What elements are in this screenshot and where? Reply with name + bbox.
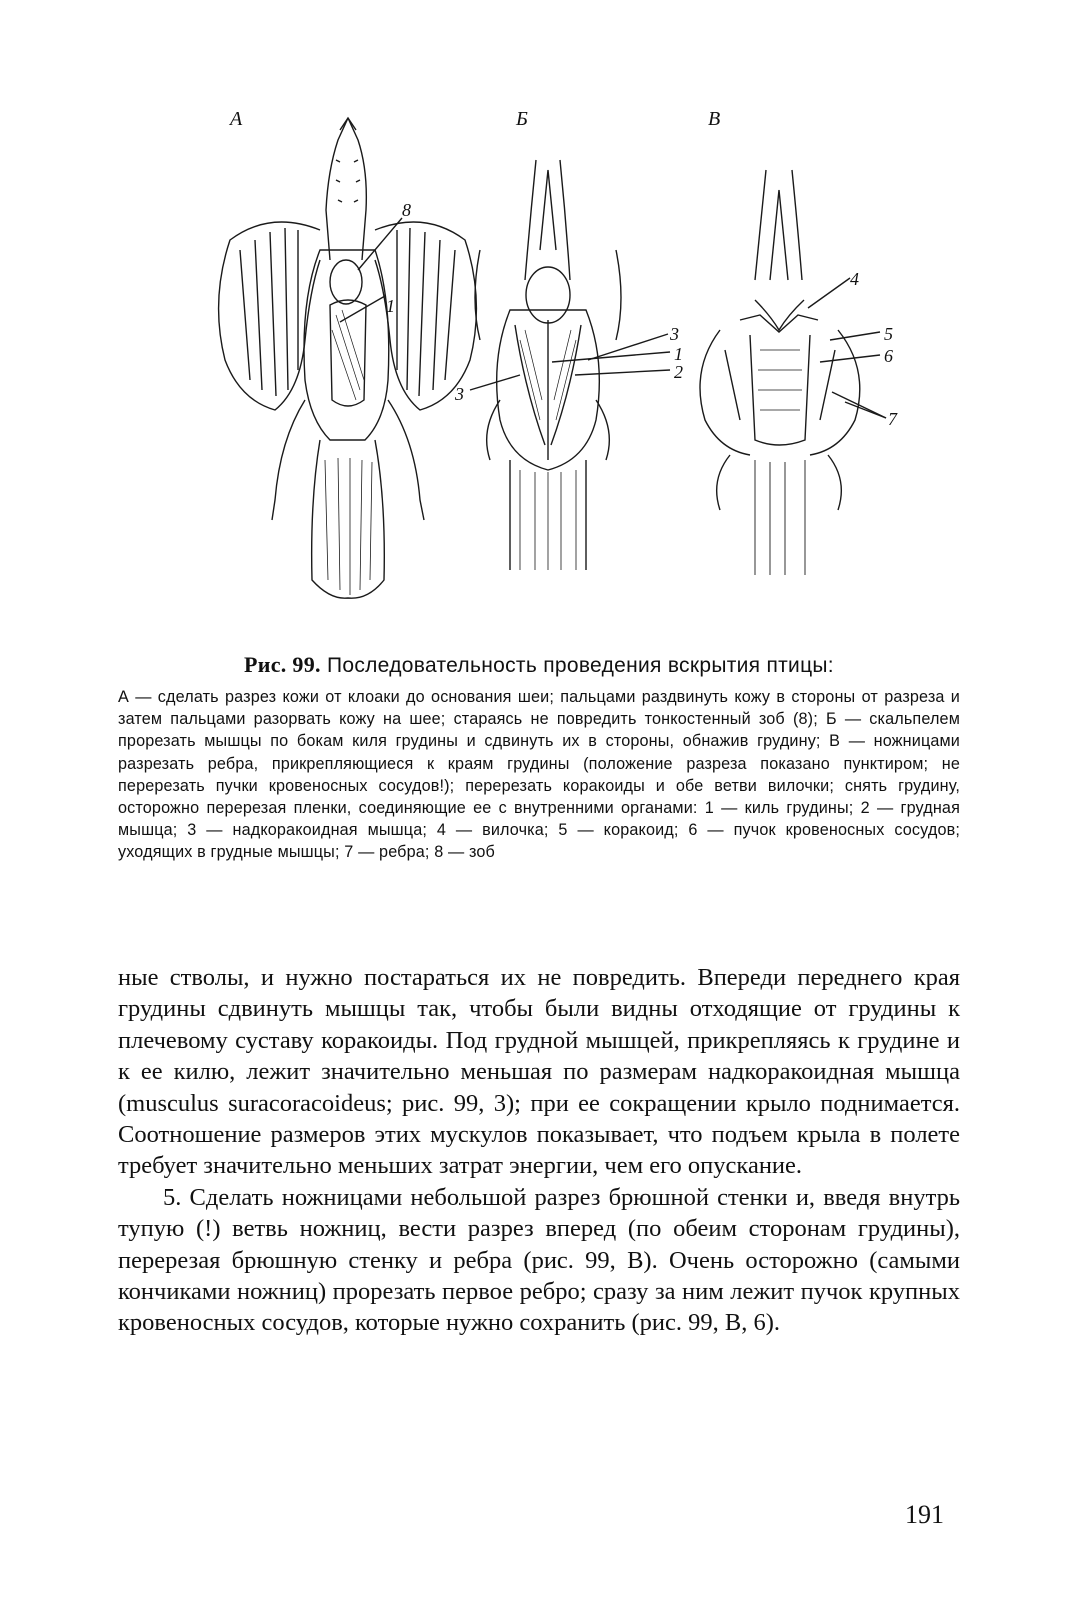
callout-b-3-left: 3 (455, 384, 464, 404)
paragraph-1: ные стволы, и нужно постараться их не повредить. Впереди переднего края грудины сдвинуть мышцы так, чтобы были видны отходящие от грудины к плечевому суставу коракоиды. Под грудной мышцей, прикрепляясь к грудине и к ее килю, лежит значительно меньшая по размерам надкоракоидная мышца (musculus suracoracoideus; рис. 99, 3); при ее сокращении крыло поднимается. Соотношение размеров этих мускулов показывает, что подъем крыла в полете требует значительно меньших затрат энергии, чем его опускание. (118, 964, 960, 1180)
panel-label-c: В (708, 108, 721, 130)
caption-title-text: Последовательность проведения вскрытия птицы: (326, 654, 834, 677)
panel-a-drawing (219, 118, 477, 598)
callout-a-8: 8 (402, 200, 411, 220)
body-text (118, 962, 960, 1339)
callout-c-6: 6 (884, 346, 893, 366)
figure-99 (180, 100, 920, 630)
panel-label-b: Б (516, 108, 528, 130)
caption-body: А — сделать разрез кожи от клоаки до основания шеи; пальцами раздвинуть кожу в стороны от разреза и затем пальцами разорвать кожу на шее; стараясь не повредить тонкостенный зоб (8); Б — скальпелем прорезать мышцы по бокам киля грудины и сдвинуть их в стороны, обнажив грудину; В — ножницами разрезать ребра, прикрепляющиеся к краям грудины (положение разреза показано пунктиром; не перерезать пучки кровеносных сосудов!); перерезать коракоиды и обе ветви вилочки; снять грудину, осторожно перерезая пленки, соединяющие ее с внутренними органами: 1 — киль грудины; 2 — грудная мышца; 3 — надкоракоидная мышца; 4 — вилочка; 5 — коракоид; 6 — пучок кровеносных сосудов; уходящих в грудные мышцы; 7 — ребра; 8 — зоб (118, 688, 960, 862)
paragraph-2: 5. Сделать ножницами небольшой разрез брюшной стенки и, введя внутрь тупую (!) ветвь ножниц, вести разрез вперед (по обеим сторонам грудины), перерезая брюшную стенку и ребра (рис. 99, В). Очень осторожно (самыми кончиками ножниц) прорезать первое ребро; сразу за ним лежит пучок крупных кровеносных сосудов, которые нужно сохранить (рис. 99, В, 6). (118, 1183, 960, 1337)
callout-b-2: 2 (674, 362, 683, 382)
panel-c-drawing (700, 170, 886, 575)
figure-caption (118, 652, 960, 864)
callout-b-3-right: 3 (670, 324, 679, 344)
callout-c-5: 5 (884, 324, 893, 344)
callout-c-7: 7 (888, 409, 897, 429)
callout-a-1: 1 (386, 296, 395, 316)
page-number: 191 (905, 1500, 944, 1529)
panel-b-drawing (470, 160, 670, 570)
caption-title (118, 652, 960, 678)
callout-c-4: 4 (850, 269, 859, 289)
caption-label: Рис. 99. (244, 652, 321, 677)
panel-label-a: А (230, 108, 243, 130)
callout-b-1: 1 (674, 344, 683, 364)
